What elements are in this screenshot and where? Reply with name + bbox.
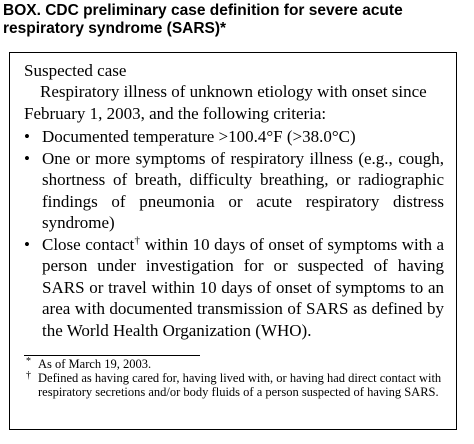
footnote-asterisk (24, 357, 444, 371)
footnote-mark: * (26, 356, 31, 367)
footnote-dagger (24, 371, 444, 399)
footnote-divider (24, 355, 200, 356)
bullet-icon: • (24, 148, 30, 168)
section-intro: Respiratory illness of unknown etiology with onset since February 1, 2003, and the following criteria: (24, 82, 427, 123)
criterion-respiratory-symptoms (24, 148, 444, 234)
case-definition-box (9, 52, 457, 430)
dagger-footnote-mark: † (134, 233, 141, 246)
footnote-text: Defined as having cared for, having lived with, or having had direct contact with respiratory secretions and/or body fluids of a person suspected of having SARS. (38, 371, 442, 399)
criterion-close-contact (24, 234, 444, 342)
criterion-text-after: within 10 days of onset of symptoms with a person under investigation for or suspected of having SARS or travel within 10 days of onset of symptoms to an area with documented transmission of SARS as defined by the World Health Organization (WHO). (42, 234, 444, 340)
footnote-text: As of March 19, 2003. (38, 357, 152, 371)
bullet-icon: • (24, 127, 30, 146)
criterion-text: Documented temperature >100.4°F (>38.0°C) (42, 127, 356, 146)
bullet-icon: • (24, 234, 30, 254)
criterion-text-before: Close contact (42, 234, 135, 254)
footnotes (24, 357, 444, 399)
criterion-temperature (24, 126, 444, 148)
section-heading: Suspected case (24, 61, 127, 80)
box-title: BOX. CDC preliminary case definition for severe acute respiratory syndrome (SARS)* (3, 2, 403, 37)
criteria-list (24, 126, 444, 341)
footnote-mark: † (26, 370, 31, 381)
criterion-text: One or more symptoms of respiratory illness (e.g., cough, shortness of breath, difficulty breathing, or radiographic findings of pneumonia or acute respiratory distress syndrome) (42, 148, 444, 232)
